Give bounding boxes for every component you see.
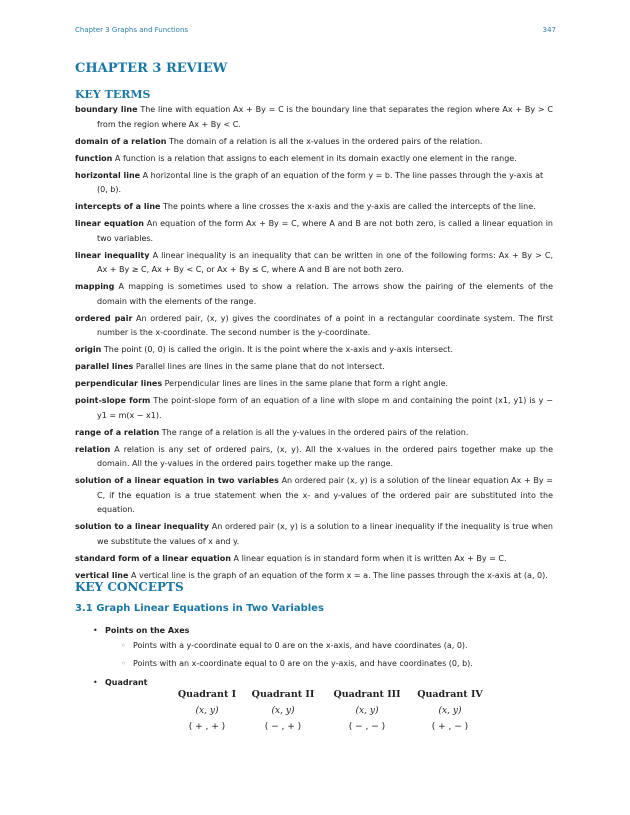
key-term: [75, 343, 553, 358]
key-term: [75, 217, 553, 246]
key-term-definition: An ordered pair (x, y) is a solution of the linear equation Ax + By = C, if the equation is a true statement when the x- and y-values of the ordered pair are substituted into the equation.: [97, 476, 554, 514]
key-term: [75, 249, 553, 278]
key-term-definition: The points where a line crosses the x-axis and the y-axis are called the intercepts of the line.: [163, 202, 536, 211]
key-term-name: ordered pair: [75, 313, 133, 323]
quadrant-signs: ( − , + ): [264, 722, 302, 732]
key-term-definition: An equation of the form Ax + By = C, where A and B are not both zero, is called a linear equation in two variables.: [97, 219, 554, 243]
key-term-definition: The domain of a relation is all the x-values in the ordered pairs of the relation.: [168, 136, 483, 146]
section-heading: 3.1 Graph Linear Equations in Two Variables: [75, 603, 324, 614]
quadrant-signs: ( + , + ): [188, 722, 226, 732]
quadrant-col: [410, 689, 490, 732]
key-term-definition: A function is a relation that assigns to each element in its domain exactly one element in the range.: [114, 153, 517, 163]
key-term-definition: A linear equation is in standard form when it is written Ax + By = C.: [233, 553, 507, 563]
key-term-definition: A vertical line is the graph of an equation of the form x = a. The line passes through the x-axis at (a, 0).: [130, 570, 548, 580]
key-term-name: solution of a linear equation in two variables: [75, 476, 279, 485]
quadrant-header: Quadrant III: [333, 689, 401, 700]
key-term-name: domain of a relation: [75, 136, 167, 146]
key-term-definition: The point-slope form of an equation of a line with slope m and containing the point (x1, y1) is y − y1 = m(x − x1).: [97, 396, 553, 420]
quadrant-coords: (x, y): [271, 706, 295, 716]
key-term-name: perpendicular lines: [75, 379, 163, 388]
key-term: [75, 152, 553, 167]
key-term-name: standard form of a linear equation: [75, 553, 231, 563]
key-term: [75, 443, 553, 472]
key-term-definition: The range of a relation is all the y-values in the ordered pairs of the relation.: [161, 427, 469, 437]
key-concepts-heading: KEY CONCEPTS: [75, 580, 184, 594]
key-term-definition: The point (0, 0) is called the origin. It is the point where the x-axis and y-axis intersect.: [103, 345, 454, 354]
key-term-name: solution to a linear inequality: [75, 522, 210, 531]
key-term-definition: Parallel lines are lines in the same plane that do not intersect.: [135, 362, 385, 371]
key-term-definition: A linear inequality is an inequality that can be written in one of the following forms: Ax + By > C, Ax + By ≥ C, Ax + By < C, or Ax + By ≤ C, where A and B are not both zero.: [97, 250, 554, 274]
key-term-name: relation: [75, 444, 111, 454]
key-term: [75, 426, 553, 441]
quadrant-signs: ( + , − ): [431, 722, 469, 732]
key-term-name: parallel lines: [75, 362, 134, 371]
key-term: [75, 552, 553, 567]
key-term-name: intercepts of a line: [75, 202, 161, 211]
key-term-definition: A horizontal line is the graph of an equation of the form y = b. The line passes through the y-axis at (0, b).: [97, 170, 544, 194]
quadrant-coords: (x, y): [438, 706, 462, 716]
key-term: [75, 377, 553, 392]
key-term-definition: Perpendicular lines are lines in the same plane that form a right angle.: [164, 379, 449, 388]
key-term-name: mapping: [75, 282, 115, 291]
bullet-label: Quadrant: [105, 678, 148, 687]
bullet-points-on-axes: • Points on the Axes: [93, 626, 190, 635]
quadrant-signs: ( − , − ): [348, 722, 386, 732]
key-term: [75, 200, 553, 215]
key-term: [75, 312, 553, 341]
bullet-label: Points on the Axes: [105, 626, 190, 635]
key-term-name: horizontal line: [75, 170, 141, 180]
key-term: [75, 169, 553, 198]
bullet-quadrant: • Quadrant: [93, 678, 148, 687]
sub-bullet: ◦ Points with an x-coordinate equal to 0 are on the y-axis, and have coordinates (0, b).: [121, 659, 473, 668]
key-term-definition: A mapping is sometimes used to show a relation. The arrows show the pairing of the elements of the domain with the elements of the range.: [97, 282, 553, 306]
key-term-name: range of a relation: [75, 427, 160, 437]
key-term-name: linear equation: [75, 219, 144, 228]
key-term-name: boundary line: [75, 105, 138, 114]
key-term: [75, 135, 553, 150]
key-term: [75, 474, 553, 518]
quadrant-col: [243, 689, 323, 732]
running-header: Chapter 3 Graphs and Functions: [75, 26, 189, 34]
page-number: 347: [542, 26, 556, 34]
quadrant-coords: (x, y): [355, 706, 379, 716]
key-term-name: vertical line: [75, 570, 129, 580]
key-term-definition: A relation is any set of ordered pairs, (x, y). All the x-values in the ordered pairs together make up the domain. All the y-values in the ordered pairs together make up the range.: [97, 444, 553, 468]
axes-item-1: Points with a y-coordinate equal to 0 are on the x-axis, and have coordinates (a, 0).: [133, 641, 468, 650]
key-terms-list: [75, 103, 553, 586]
chapter-title: CHAPTER 3 REVIEW: [75, 61, 228, 76]
key-term: [75, 520, 553, 549]
key-term-definition: An ordered pair (x, y) is a solution to a linear inequality if the inequality is true when we substitute the values of x and y.: [97, 522, 554, 546]
key-term-definition: An ordered pair, (x, y) gives the coordinates of a point in a rectangular coordinate system. The first number is the x-coordinate. The second number is the y-coordinate.: [97, 313, 553, 337]
key-term: [75, 103, 553, 132]
key-terms-heading: KEY TERMS: [75, 88, 151, 101]
quadrant-header: Quadrant IV: [417, 689, 483, 700]
key-term: [75, 360, 553, 375]
quadrant-col: [327, 689, 407, 732]
key-term-name: function: [75, 153, 113, 163]
sub-bullet: ◦ Points with a y-coordinate equal to 0 are on the x-axis, and have coordinates (a, 0).: [121, 641, 468, 650]
key-term: [75, 394, 553, 423]
quadrant-col: [167, 689, 247, 732]
quadrant-header: Quadrant I: [177, 689, 237, 700]
axes-item-2: Points with an x-coordinate equal to 0 are on the y-axis, and have coordinates (0, b).: [133, 659, 473, 668]
quadrant-coords: (x, y): [195, 706, 219, 716]
quadrant-header: Quadrant II: [251, 689, 315, 700]
key-term-name: point-slope form: [75, 396, 151, 405]
key-term-definition: The line with equation Ax + By = C is the boundary line that separates the region where Ax + By > C from the region where Ax + By < C.: [97, 105, 553, 129]
key-term-name: origin: [75, 345, 102, 354]
key-term: [75, 280, 553, 309]
key-term-name: linear inequality: [75, 250, 150, 260]
